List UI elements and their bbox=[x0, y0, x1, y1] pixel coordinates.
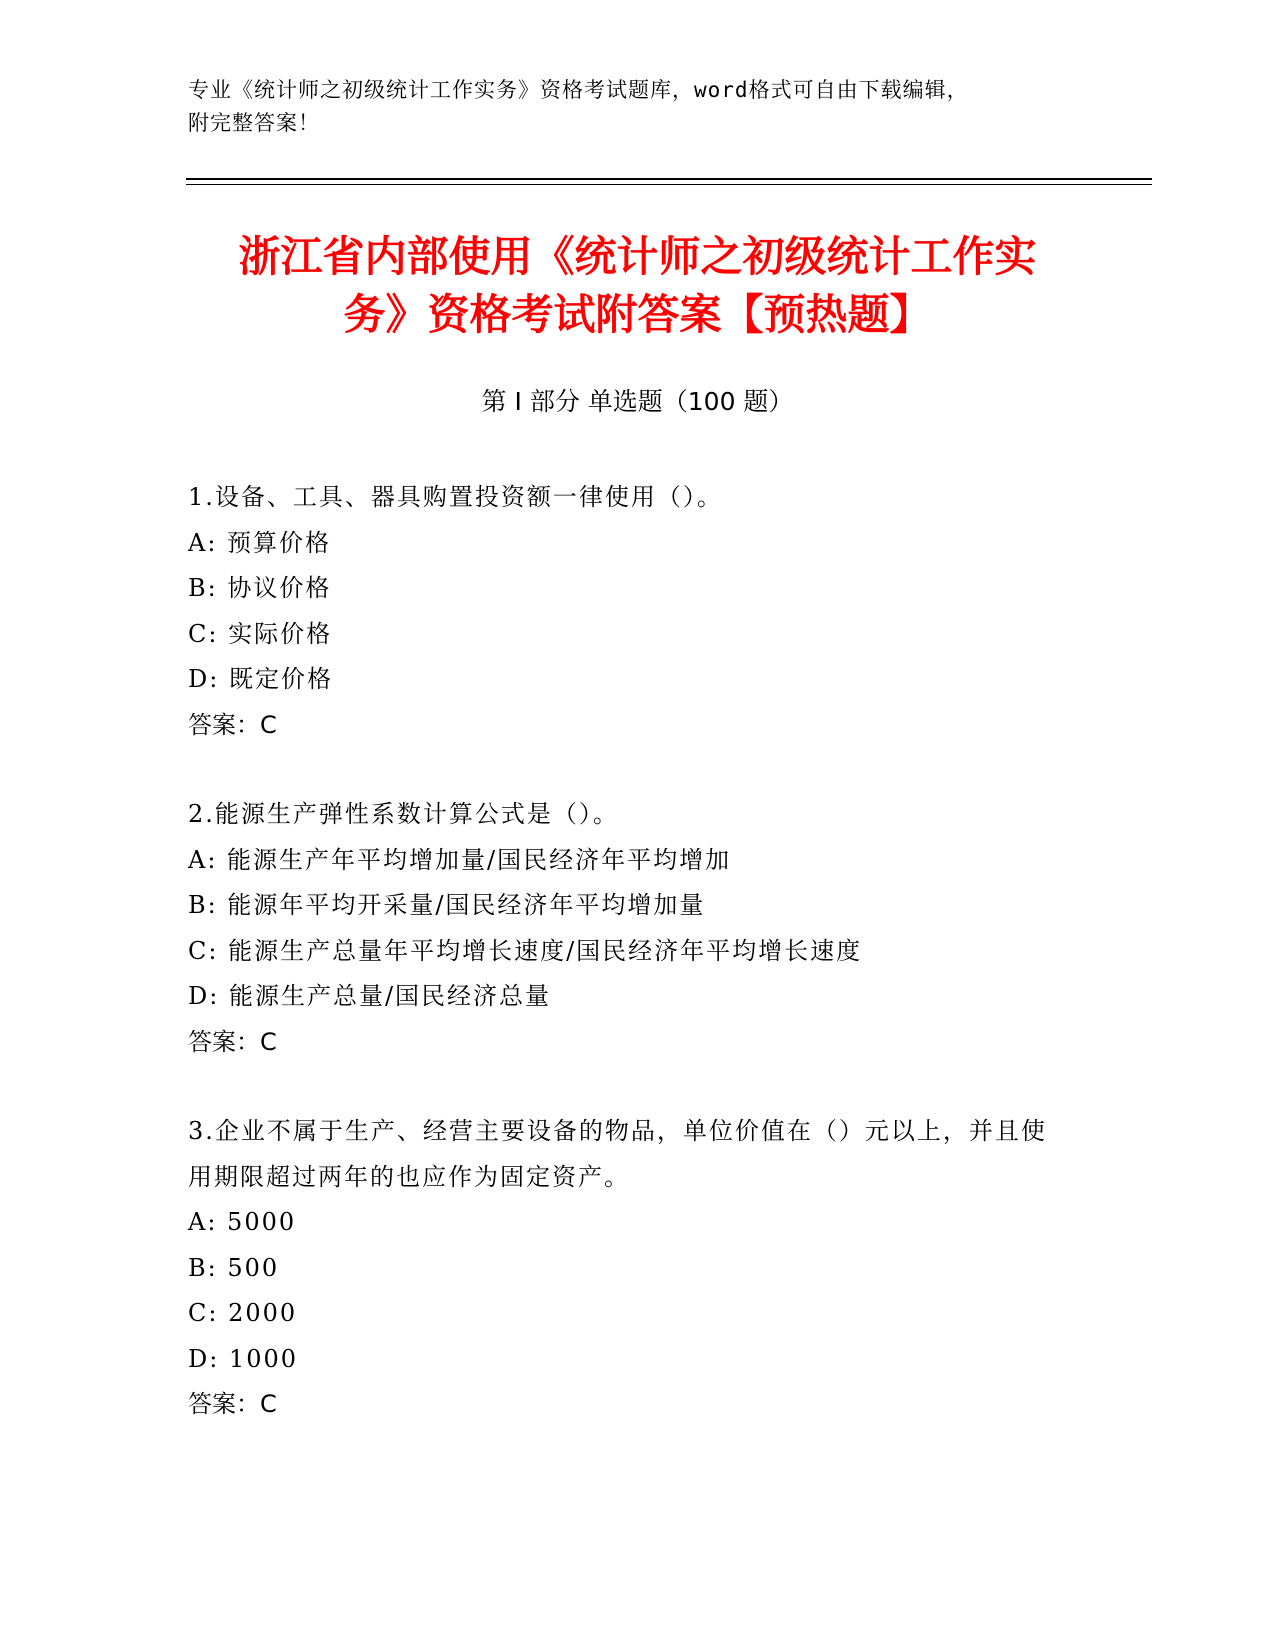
document-title bbox=[150, 228, 1125, 344]
question-2 bbox=[188, 792, 1088, 1065]
answer: 答案：C bbox=[188, 1027, 277, 1056]
header-divider-thin bbox=[186, 184, 1152, 185]
option-a: A: 5000 bbox=[188, 1208, 297, 1236]
question-3 bbox=[188, 1109, 1088, 1428]
option-c: C: 能源生产总量年平均增长速度/国民经济年平均增长速度 bbox=[188, 936, 863, 965]
option-d: D: 1000 bbox=[188, 1344, 299, 1373]
option-d: D: 既定价格 bbox=[188, 665, 333, 693]
option-d: D: 能源生产总量/国民经济总量 bbox=[188, 982, 552, 1010]
document-title-line-2: 务》资格考试附答案【预热题】 bbox=[343, 290, 932, 339]
question-stem: 2.能源生产弹性系数计算公式是（）。 bbox=[188, 800, 619, 828]
option-c: C: 实际价格 bbox=[188, 619, 333, 648]
option-a: A: 预算价格 bbox=[188, 528, 332, 557]
question-1 bbox=[188, 475, 1088, 748]
header-note-line-1: 专业《统计师之初级统计工作实务》资格考试题库，word格式可自由下载编辑， bbox=[188, 78, 969, 102]
answer: 答案：C bbox=[188, 710, 277, 739]
option-c: C: 2000 bbox=[188, 1299, 298, 1327]
option-b: B: 能源年平均开采量/国民经济年平均增加量 bbox=[188, 891, 706, 919]
option-a: A: 能源生产年平均增加量/国民经济年平均增加 bbox=[188, 845, 732, 874]
header-note-line-2: 附完整答案！ bbox=[188, 111, 320, 135]
question-stem: 1.设备、工具、器具购置投资额一律使用（）。 bbox=[188, 483, 723, 511]
document-title-line-1: 浙江省内部使用《统计师之初级统计工作实 bbox=[238, 232, 1037, 281]
section-title: 第 I 部分 单选题（100 题） bbox=[481, 387, 794, 416]
question-stem: 3.企业不属于生产、经营主要设备的物品，单位价值在（）元以上，并且使用期限超过两年的也应作为固定资产。 bbox=[188, 1117, 1047, 1191]
header-divider-thick bbox=[186, 178, 1152, 180]
question-list bbox=[188, 475, 1088, 1472]
answer: 答案：C bbox=[188, 1390, 277, 1418]
header-note bbox=[188, 74, 1088, 140]
option-b: B: 协议价格 bbox=[188, 574, 332, 602]
option-b: B: 500 bbox=[188, 1253, 280, 1282]
